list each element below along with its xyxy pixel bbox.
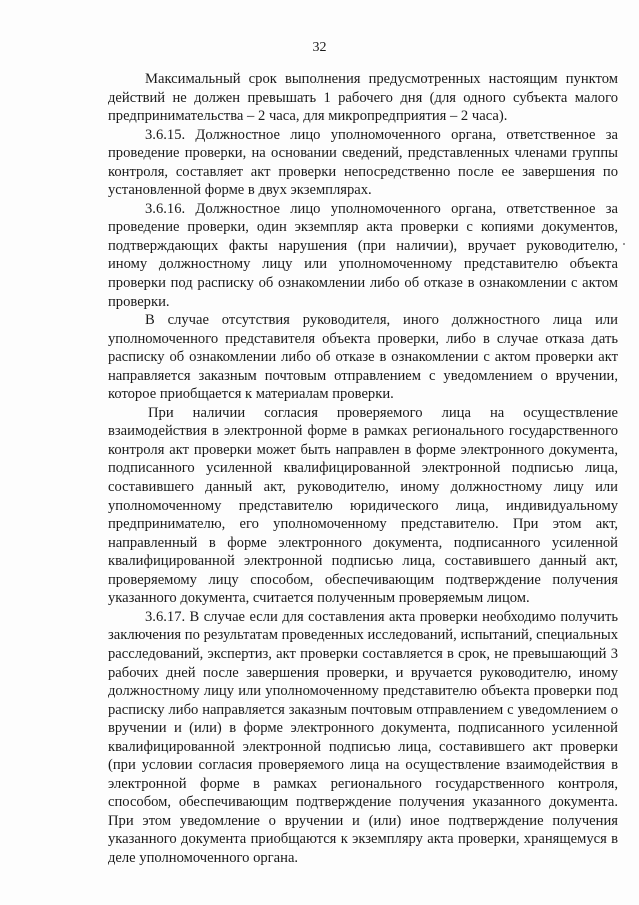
- paragraph-3-6-16: 3.6.16. Должностное лицо уполномоченного органа, ответственное за проведение проверки, один экземпляр акта проверки с копиями документов, подтверждающих факты нарушения (при наличии), вручает руководителю, иному должностному лицу или уполномоченному представителю объекта проверки под расписку об ознакомлении либо об отказе в ознакомлении с актом проверки.: [108, 200, 618, 310]
- scan-speck: [623, 243, 625, 245]
- paragraph-3-6-15: 3.6.15. Должностное лицо уполномоченного органа, ответственное за проведение проверки, на основании сведений, представленных членами группы контроля, составляет акт проверки непосредственно после ее завершения по установленной форме в двух экземплярах.: [108, 126, 618, 199]
- paragraph-max-duration: Максимальный срок выполнения предусмотренных настоящим пунктом действий не должен превышать 1 рабочего дня (для одного субъекта малого предпринимательства – 2 часа, для микропредприятия – 2 часа).: [108, 71, 618, 125]
- paragraph-electronic-form: При наличии согласия проверяемого лица на осуществление взаимодействия в электронной форме в рамках регионального государственного контроля акт проверки может быть направлен в форме электронного документа, подписанного усиленной квалифицированной электронной подписью лица, составившего данный акт, руководителю, иному должностному лицу или уполномоченному представителю юридического лица, индивидуальному предпринимателю, его уполномоченному представителю. При этом акт, направленный в форме электронного документа, подписанного усиленной квалифицированной электронной подписью лица, составившего данный акт, проверяемому лицу способом, обеспечивающим подтверждение получения указанного документа, считается полученным проверяемым лицом.: [108, 404, 618, 607]
- paragraph-absence-of-head: В случае отсутствия руководителя, иного должностного лица или уполномоченного представителя объекта проверки, либо в случае отказа дать расписку об ознакомлении либо об отказе в ознакомлении с актом проверки акт направляется заказным почтовым отправлением с уведомлением о вручении, которое приобщается к материалам проверки.: [108, 312, 618, 403]
- page-number: 32: [312, 40, 327, 55]
- paragraph-3-6-17: 3.6.17. В случае если для составления акта проверки необходимо получить заключения по результатам проведенных исследований, испытаний, специальных расследований, экспертиз, акт проверки составляется в срок, не превышающий 3 рабочих дней после завершения проверки, и вручается руководителю, иному должностному лицу или уполномоченному представителю объекта проверки под расписку либо направляется заказным почтовым отправлением с уведомлением о вручении и (или) в форме электронного документа, подписанного усиленной квалифицированной электронной подписью лица, составившего акт проверки (при условии согласия проверяемого лица на осуществление взаимодействия в электронной форме в рамках регионального государственного контроля, способом, обеспечивающим подтверждение получения указанного документа. При этом уведомление о вручении и (или) иное подтверждение получения указанного документа приобщаются к экземпляру акта проверки, хранящемуся в деле уполномоченного органа.: [108, 608, 618, 866]
- document-body: [108, 70, 618, 868]
